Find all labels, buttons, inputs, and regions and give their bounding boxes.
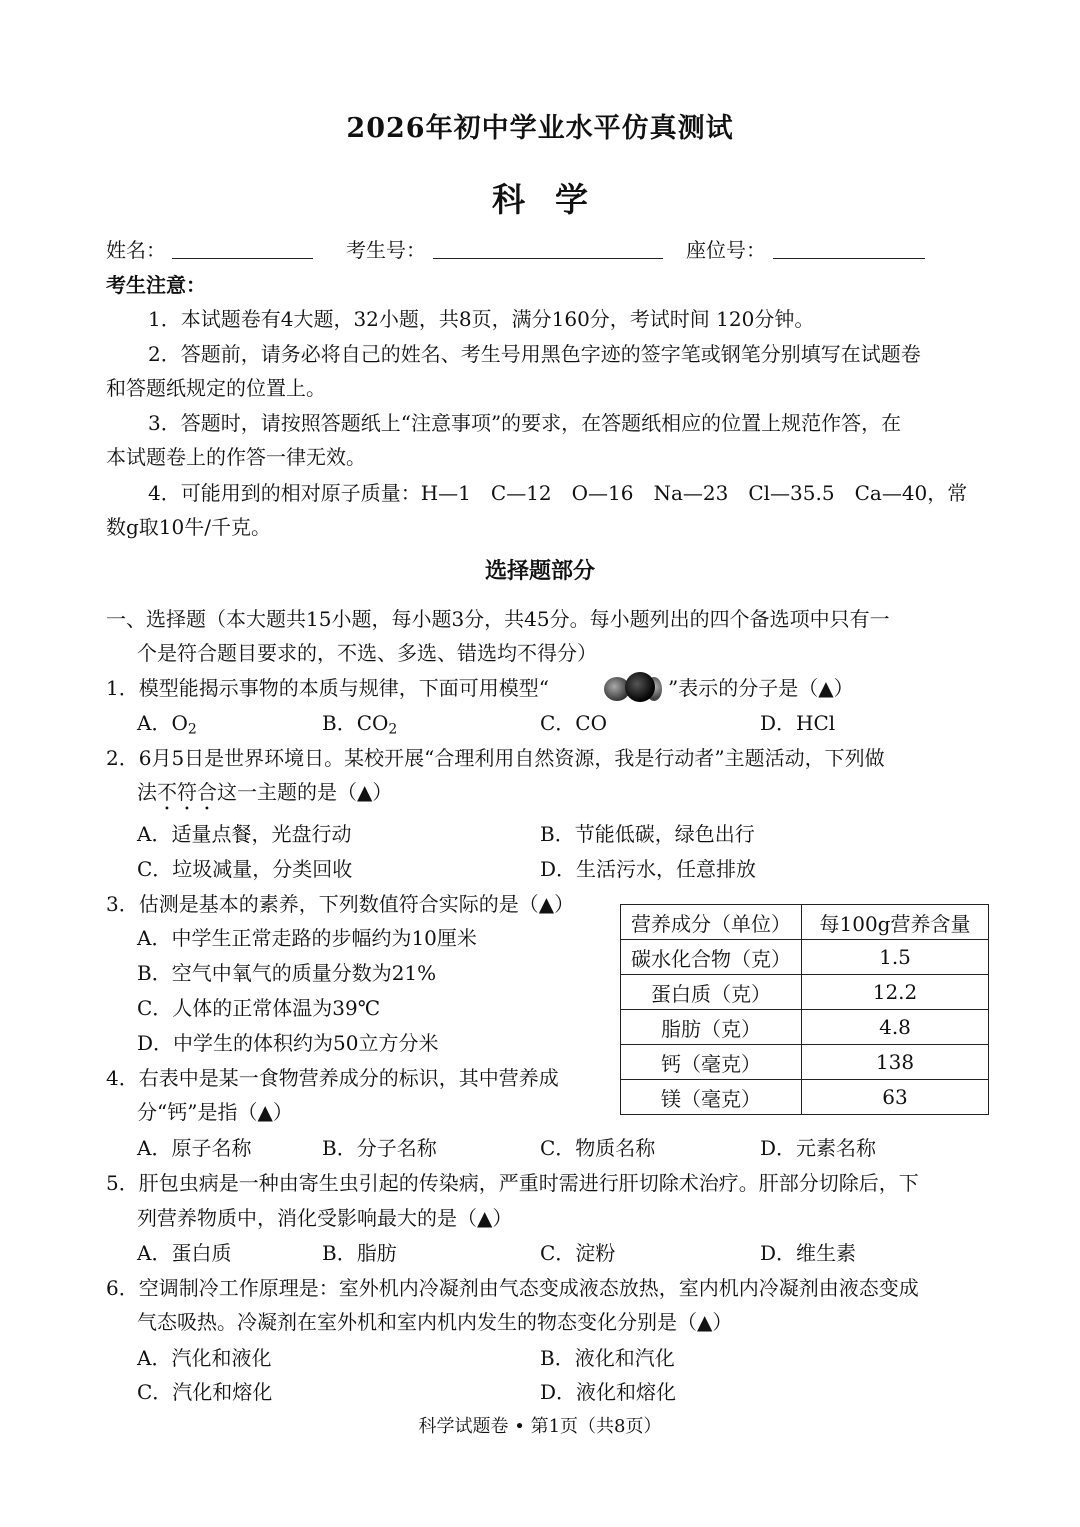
table-cell: 12.2 xyxy=(802,975,989,1010)
q6-option-d: D．液化和熔化 xyxy=(540,1380,677,1404)
q6-option-a: A．汽化和液化 xyxy=(137,1346,272,1370)
table-cell: 63 xyxy=(802,1080,989,1115)
exam-title: 2026年初中学业水平仿真测试 xyxy=(346,113,734,144)
table-cell: 蛋白质（克） xyxy=(621,975,802,1010)
q2-option-c: C．垃圾减量，分类回收 xyxy=(137,857,353,881)
molecule-model-icon xyxy=(604,672,658,702)
q1-option-a: A．$O_2$ xyxy=(137,711,197,738)
table-cell: 脂肪（克） xyxy=(621,1010,802,1045)
q4-stem: 4．右表中是某一食物营养成分的标识，其中营养成 xyxy=(106,1066,559,1090)
table-cell: 钙（毫克） xyxy=(621,1045,802,1080)
q5-option-a: A．蛋白质 xyxy=(137,1241,232,1265)
notes-heading: 考生注意： xyxy=(106,273,206,297)
q1-option-c: C．CO xyxy=(540,711,608,735)
part-instruction: 一、选择题（本大题共15小题，每小题3分，共45分。每小题列出的四个备选项中只有一 xyxy=(106,607,890,631)
q6-option-c: C．汽化和熔化 xyxy=(137,1380,273,1404)
q2-option-a: A．适量点餐，光盘行动 xyxy=(137,822,352,846)
q4-stem-line2: 分“钙”是指（▲） xyxy=(137,1100,293,1124)
table-cell: 镁（毫克） xyxy=(621,1080,802,1115)
q1-stem-a: 1．模型能揭示事物的本质与规律，下面可用模型“ xyxy=(106,676,549,700)
q1-option-d: D．HCl xyxy=(760,711,836,735)
table-cell: 1.5 xyxy=(802,940,989,975)
q6-stem-line2: 气态吸热。冷凝剂在室外机和室内机内发生的物态变化分别是（▲） xyxy=(137,1310,733,1334)
seat-label: 座位号： xyxy=(686,238,766,262)
q3-option-d: D．中学生的体积约为50立方分米 xyxy=(137,1031,439,1055)
q2-option-d: D．生活污水，任意排放 xyxy=(540,857,757,881)
table-header: 营养成分（单位） xyxy=(621,905,802,940)
q2-stem: 2．6月5日是世界环境日。某校开展“合理利用自然资源，我是行动者”主题活动，下列做 xyxy=(106,746,885,770)
section-title: 选择题部分 xyxy=(484,558,595,584)
note-line: 数g取10牛/千克。 xyxy=(106,515,271,539)
table-header: 每100g营养含量 xyxy=(802,905,989,940)
exam-no-blank xyxy=(433,258,663,259)
page-footer: 科学试题卷 • 第1页（共8页） xyxy=(418,1416,662,1437)
q4-option-a: A．原子名称 xyxy=(137,1136,252,1160)
table-row xyxy=(621,975,989,1010)
q3-option-c: C．人体的正常体温为39℃ xyxy=(137,996,381,1020)
q5-stem: 5．肝包虫病是一种由寄生虫引起的传染病，严重时需进行肝切除术治疗。肝部分切除后，下 xyxy=(106,1171,919,1195)
note-line: 和答题纸规定的位置上。 xyxy=(106,376,326,400)
nutrition-table xyxy=(620,904,989,1115)
exam-no-label: 考生号： xyxy=(346,238,426,262)
table-cell: 138 xyxy=(802,1045,989,1080)
note-line: 本试题卷上的作答一律无效。 xyxy=(106,445,366,469)
q5-stem-line2: 列营养物质中，消化受影响最大的是（▲） xyxy=(137,1206,513,1230)
name-blank xyxy=(172,258,313,259)
q3-option-b: B．空气中氧气的质量分数为21% xyxy=(137,961,437,985)
note-line: 4．可能用到的相对原子质量：H—1 C—12 O—16 Na—23 Cl—35.5 Ca—40，常 xyxy=(148,481,968,505)
q2-stem-line2: 法不符合这一主题的是（▲） xyxy=(137,780,393,804)
q6-option-b: B．液化和汽化 xyxy=(540,1346,675,1370)
q3-option-a: A．中学生正常走路的步幅约为10厘米 xyxy=(137,926,477,950)
part-instruction: 个是符合题目要求的，不选、多选、错选均不得分） xyxy=(137,641,597,665)
table-row xyxy=(621,940,989,975)
q2-option-b: B．节能低碳，绿色出行 xyxy=(540,822,755,846)
q3-stem: 3．估测是基本的素养，下列数值符合实际的是（▲） xyxy=(106,892,575,916)
table-row xyxy=(621,1080,989,1115)
table-header-row xyxy=(621,905,989,940)
table-cell: 碳水化合物（克） xyxy=(621,940,802,975)
q1-stem-b: ”表示的分子是（▲） xyxy=(668,676,854,700)
q4-option-d: D．元素名称 xyxy=(760,1136,877,1160)
table-row xyxy=(621,1045,989,1080)
note-line: 1．本试题卷有4大题，32小题，共8页，满分160分，考试时间 120分钟。 xyxy=(148,307,815,331)
seat-blank xyxy=(773,258,925,259)
q6-stem: 6．空调制冷工作原理是：室外机内冷凝剂由气态变成液态放热，室内机内冷凝剂由液态变成 xyxy=(106,1276,919,1300)
note-line: 2．答题前，请务必将自己的姓名、考生号用黑色字迹的签字笔或钢笔分别填写在试题卷 xyxy=(148,342,921,366)
q4-option-c: C．物质名称 xyxy=(540,1136,656,1160)
subject-title: 科学 xyxy=(492,180,618,219)
q5-option-b: B．脂肪 xyxy=(322,1241,397,1265)
q5-option-d: D．维生素 xyxy=(760,1241,857,1265)
name-label: 姓名： xyxy=(106,238,166,262)
table-row xyxy=(621,1010,989,1045)
q5-option-c: C．淀粉 xyxy=(540,1241,616,1265)
q4-option-b: B．分子名称 xyxy=(322,1136,437,1160)
table-cell: 4.8 xyxy=(802,1010,989,1045)
note-line: 3．答题时，请按照答题纸上“注意事项”的要求，在答题纸相应的位置上规范作答，在 xyxy=(148,411,902,435)
q1-option-b: B．$CO_2$ xyxy=(322,711,398,738)
